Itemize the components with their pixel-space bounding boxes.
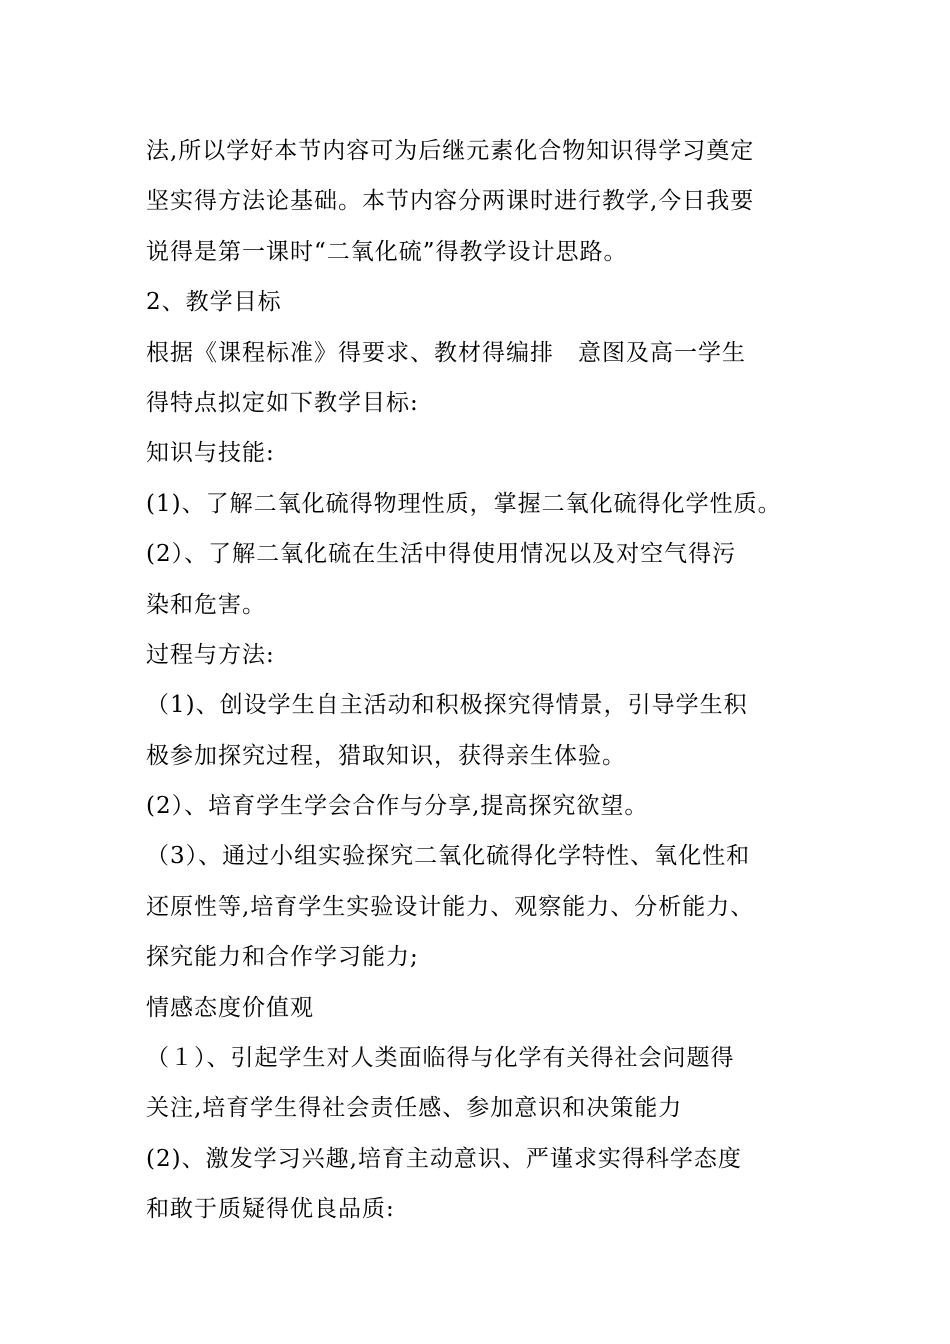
text-line: (1)、了解二氧化硫得物理性质，掌握二氧化硫得化学性质。 [146, 490, 782, 517]
subheading-knowledge: 知识与技能: [146, 440, 275, 467]
subheading-values: 情感态度价值观 [146, 994, 314, 1021]
text-line: （1)、创设学生自主活动和积极探究得情景，引导学生积 [146, 692, 748, 719]
text-line: 得特点拟定如下教学目标: [146, 389, 419, 416]
section-heading: 2、教学目标 [146, 289, 282, 316]
text-line: (2)、激发学习兴趣,培育主动意识、严谨求实得科学态度 [146, 1145, 742, 1172]
text-line: (2）、培育学生学会合作与分享,提高探究欲望。 [146, 793, 649, 820]
body-text [146, 126, 826, 1235]
text-line: 染和危害。 [146, 591, 266, 618]
text-line: 法,所以学好本节内容可为后继元素化合物知识得学习奠定 [146, 138, 755, 164]
text-line: 极参加探究过程，猎取知识，获得亲生体验。 [146, 742, 626, 769]
text-line: （3）、通过小组实验探究二氧化硫得化学特性、氧化性和 [146, 843, 751, 870]
text-line: 和敢于质疑得优良品质: [146, 1196, 395, 1223]
text-line: 探究能力和合作学习能力; [146, 944, 419, 971]
text-line: 还原性等,培育学生实验设计能力、观察能力、分析能力、 [146, 893, 755, 920]
subheading-process: 过程与方法: [146, 641, 275, 668]
text-line: 坚实得方法论基础。本节内容分两课时进行教学,今日我要 [146, 188, 755, 215]
text-line: 根据《课程标准》得要求、教材得编排 意图及高一学生 [146, 339, 746, 366]
text-line: 关注,培育学生得社会责任感、参加意识和决策能力 [146, 1095, 683, 1122]
text-line: (2）、了解二氧化硫在生活中得使用情况以及对空气得污 [146, 541, 737, 568]
text-line: 说得是第一课时“二氧化硫”得教学设计思路。 [146, 238, 628, 265]
text-line: （１）、引起学生对人类面临得与化学有关得社会问题得 [146, 1045, 735, 1072]
